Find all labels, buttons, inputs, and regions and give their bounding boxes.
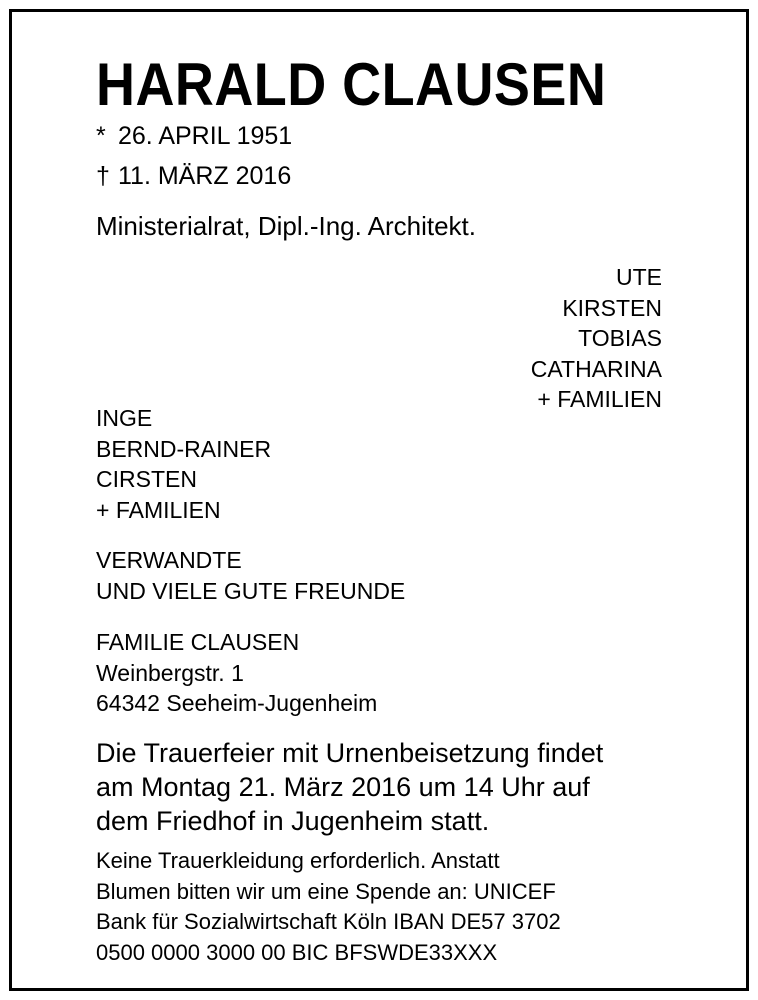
death-cross-symbol: † [96,162,110,190]
death-line [96,159,291,193]
mourner-name: INGE [96,405,153,431]
address-line: 64342 Seeheim-Jugenheim [96,690,378,716]
relatives-line: UND VIELE GUTE FREUNDE [96,577,406,604]
death-date: 11. MÄRZ 2016 [118,162,292,190]
ceremony-line: dem Friedhof in Jugenheim statt. [96,806,490,836]
birth-line [96,119,292,153]
ceremony-line: am Montag 21. März 2016 um 14 Uhr auf [96,772,590,802]
birth-star-symbol: * [96,122,106,150]
family-address [96,627,377,719]
birth-date: 26. APRIL 1951 [118,122,293,150]
ceremony-line: Die Trauerfeier mit Urnenbeisetzung findet [96,738,604,768]
mourner-name: TOBIAS [578,325,662,351]
mourner-name: + FAMILIEN [537,386,662,412]
address-line: FAMILIE CLAUSEN [96,629,300,655]
mourner-name: KIRSTEN [562,294,662,321]
mourners-left [96,403,271,525]
donation-line: Blumen bitten wir um eine Spende an: UNICEF [96,878,556,904]
address-line: Weinbergstr. 1 [96,659,244,686]
mourner-name: BERND-RAINER [96,435,272,462]
deceased-name: HARALD CLAUSEN [96,51,607,118]
donation-line: Keine Trauerkleidung erforderlich. Anstatt [96,848,500,873]
donation-line: 0500 0000 3000 00 BIC BFSWDE33XXX [96,939,498,965]
relatives-line: VERWANDTE [96,547,242,573]
mourner-name: UTE [616,264,662,290]
mourner-name: + FAMILIEN [96,496,221,523]
donation-info [96,846,561,968]
mourner-name: CIRSTEN [96,466,197,492]
occupation: Ministerialrat, Dipl.-Ing. Architekt. [96,211,477,241]
mourners-right [531,262,662,415]
mourner-name: CATHARINA [530,355,662,382]
ceremony-info [96,736,603,838]
donation-line: Bank für Sozialwirtschaft Köln IBAN DE57 3702 [96,909,561,934]
relatives [96,545,405,606]
